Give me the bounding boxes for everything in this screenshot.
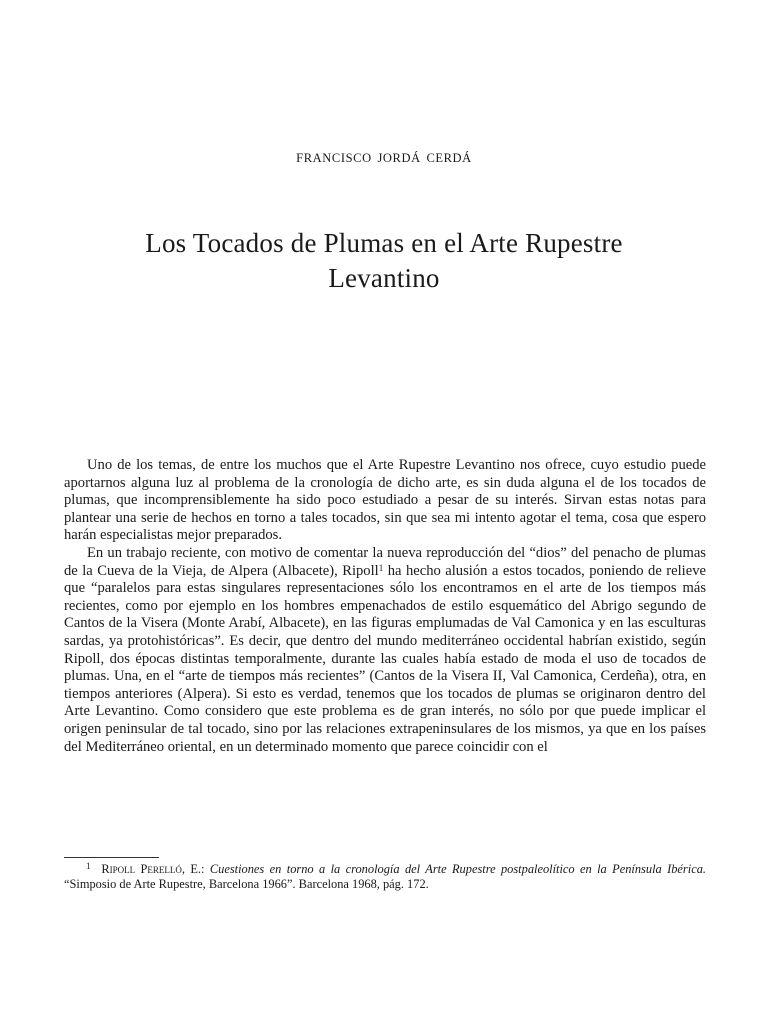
- paragraph-2-part-a: En un trabajo reciente, con motivo de comentar la nueva reproducción del “dios” del penacho de plumas de la Cueva de la Vieja, de Alpera (Albacete), Ripoll: [64, 544, 706, 579]
- paragraph-2-part-b: ha hecho alusión a estos tocados, poniendo de relieve que “paralelos para estas singulares representaciones sólo los encontramos en el arte de los tiempos más recientes, como por ejemplo en los hombres empenachados de estilo esquemático del Abrigo segundo de Cantos de la Visera (Monte Arabí, Albacete), en las figuras emplumadas de Val Camonica y en las esculturas sardas, ya protohistóricas”. Es decir, que dentro del mundo mediterráneo occidental habrían existido, según Ripoll, dos épocas distintas temporalmente, durante las cuales había estado de moda el uso de tocados de plumas. Una, en el “arte de tiempos más recientes” (Cantos de la Visera II, Val Camonica, Cerdeña), otra, en tiempos anteriores (Alpera). Si esto es verdad, tenemos que los tocados de plumas se originaron dentro del Arte Levantino. Como considero que este problema es de gran interés, no sólo por que puede implicar el origen peninsular de tal tocado, sino por las relaciones extrapeninsulares de los mismos, ya que en los países del Mediterráneo oriental, en un determinado momento que parece coincidir con el: [64, 562, 706, 755]
- author-name: FRANCISCO JORDÁ CERDÁ: [296, 151, 472, 165]
- footnote-number: 1: [86, 860, 91, 871]
- article-body: [64, 457, 706, 756]
- footnote: [64, 862, 706, 893]
- paragraph-2: [64, 545, 706, 756]
- footnote-reference: 1: [378, 562, 384, 573]
- article-title: [60, 226, 708, 296]
- paragraph-1: Uno de los temas, de entre los muchos que el Arte Rupestre Levantino nos ofrece, cuyo estudio puede aportarnos alguna luz al problema de la cronología de dicho arte, es sin duda alguna el de los tocados de plumas, que incomprensiblemente ha sido poco estudiado a pesar de su interés. Sirvan estas notas para plantear una serie de hechos en torno a tales tocados, sin que sea mi intento agotar el tema, cosa que espero harán especialistas mejor preparados.: [64, 457, 706, 544]
- footnote-author: Ripoll Perelló, E.:: [101, 862, 205, 876]
- article-title-line-2: Levantino: [328, 263, 440, 293]
- article-title-line-1: Los Tocados de Plumas en el Arte Rupestre: [145, 228, 623, 258]
- footnote-divider: [64, 857, 159, 858]
- footnote-citation: “Simposio de Arte Rupestre, Barcelona 1966”. Barcelona 1968, pág. 172.: [64, 877, 429, 892]
- footnote-work-title: Cuestiones en torno a la cronología del Arte Rupestre postpaleolítico en la Península Ibérica.: [209, 862, 706, 876]
